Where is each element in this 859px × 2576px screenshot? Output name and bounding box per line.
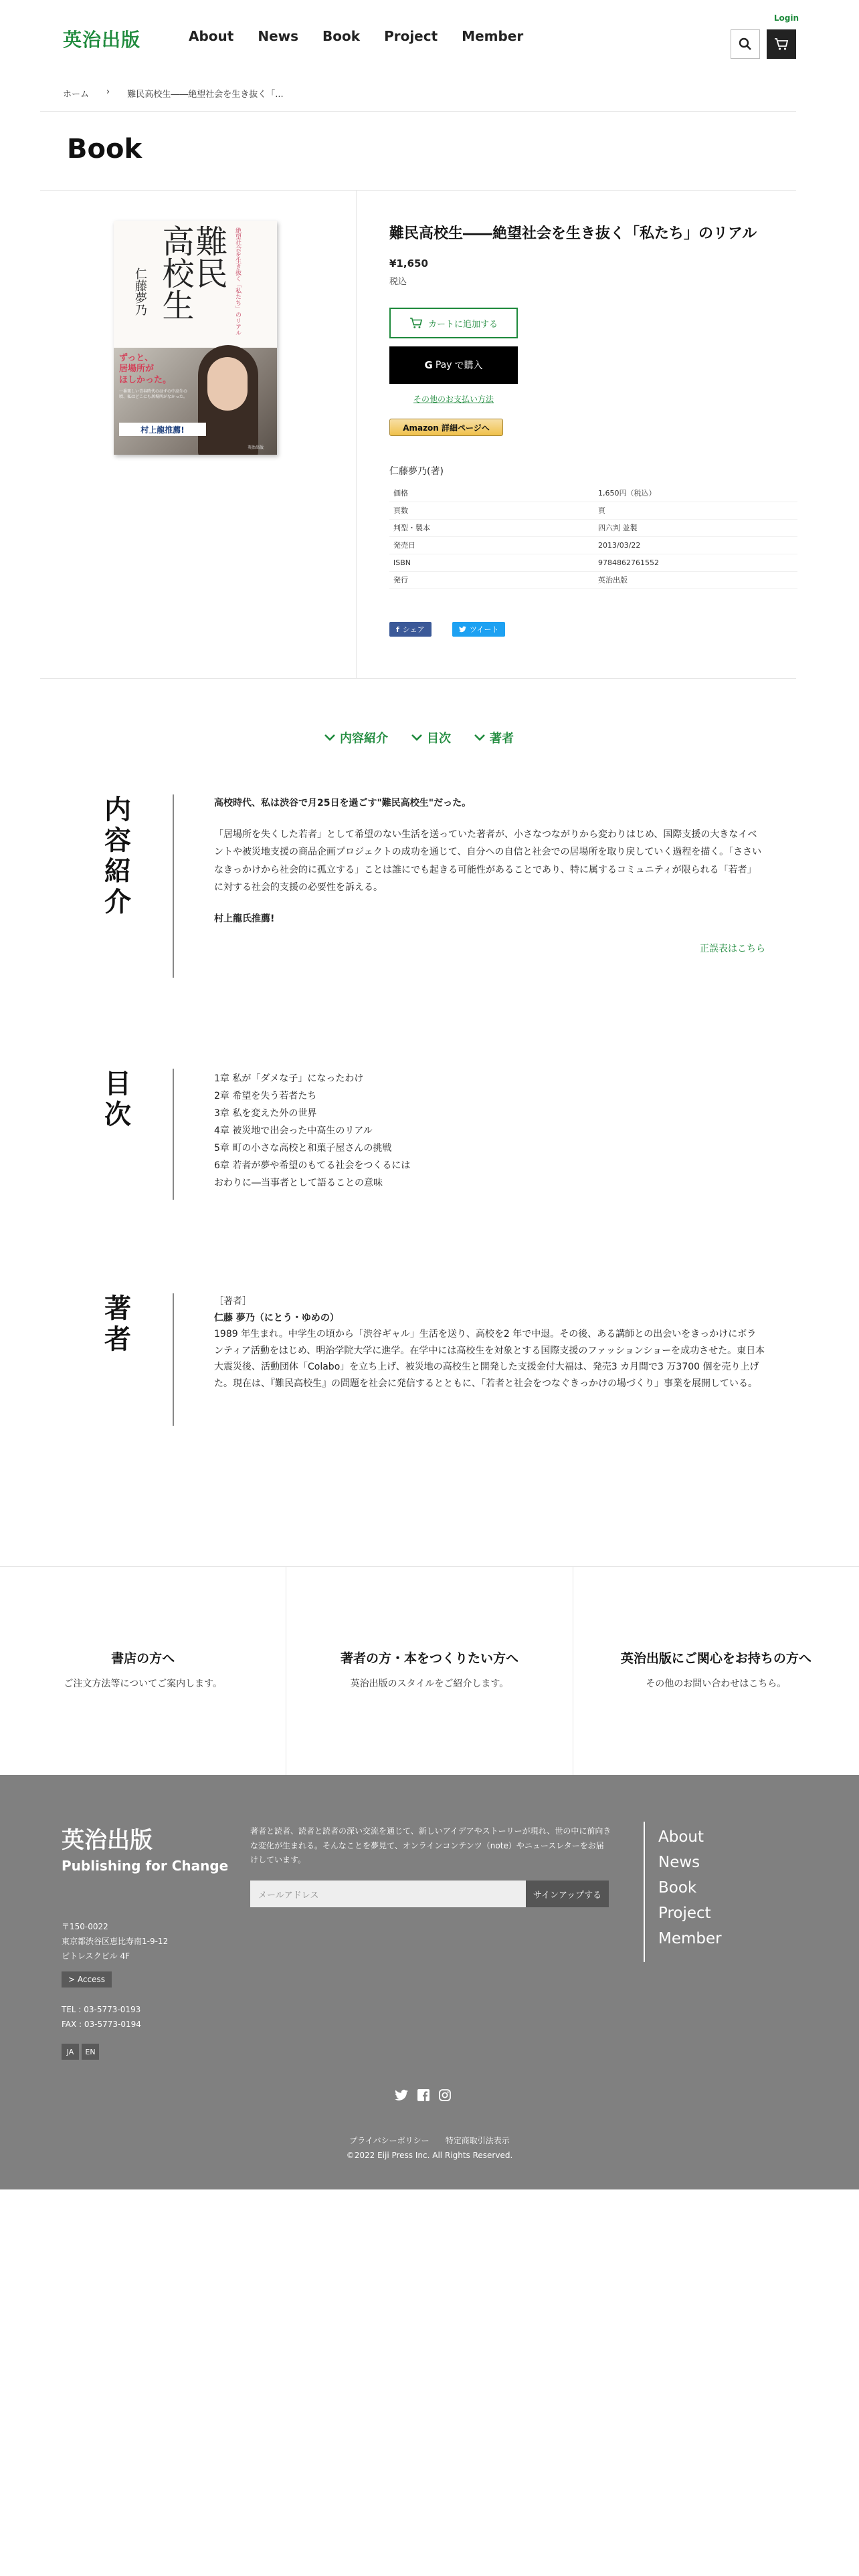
- anchor-label: 著者: [490, 732, 514, 746]
- spec-value: 四六判 並製: [594, 519, 797, 536]
- cart-button[interactable]: [767, 29, 796, 59]
- tax-note: 税込: [389, 277, 407, 287]
- address-line: 〒150-0022: [62, 1922, 108, 1931]
- twitter-icon[interactable]: [395, 2089, 408, 2101]
- cover-tagline-2: 居場所が: [119, 364, 155, 374]
- site-header: [0, 0, 859, 74]
- divider: [40, 190, 796, 191]
- site-logo[interactable]: 英治出版: [63, 29, 141, 51]
- intro-body: 「居場所を失くした若者」として希望のない生活を送っていた著者が、小さなつながりから変わりはじめ、国際支援の大きなイベントや被災地支援の商品企画プロジェクトの成功を通じて、自分への自信と社会での居場所を取り戻していく過程を描く。「ささいなきっかけから社会的に孤立する」ことは誰にでも起きる可能性があることであり、特に属するコミュニティが限られる「若者」に対する社会的支援の必要性を訴える。: [214, 829, 762, 893]
- section-anchor-nav: [324, 729, 514, 746]
- nav-project[interactable]: Project: [384, 28, 438, 44]
- gpay-brand: Pay: [435, 360, 452, 370]
- social-links: [395, 2089, 451, 2101]
- twitter-share-button[interactable]: [452, 622, 505, 637]
- anchor-author[interactable]: [474, 729, 514, 746]
- tel-line: TEL : 03-5773-0193: [62, 2005, 141, 2014]
- amazon-button[interactable]: Amazon 詳細ページへ: [389, 419, 503, 436]
- cart-icon: [409, 317, 423, 329]
- toc-heading: 目次: [104, 1069, 131, 1130]
- share-label: シェア: [402, 625, 425, 634]
- list-item: おわりに―当事者として語ることの意味: [214, 1178, 383, 1188]
- tweet-label: ツイート: [470, 625, 499, 634]
- table-row: [389, 536, 797, 554]
- spec-label: 判型・製本: [389, 519, 594, 536]
- divider: [40, 678, 796, 679]
- gpay-label: で購入: [454, 360, 483, 371]
- newsletter-text: 著者と読者、読者と読者の深い交流を通じて、新しいアイデアやストーリーが現れ、世の中に前向きな変化が生まれる。そんなことを夢見て、オンラインコンテンツ（note）やニュースレターをお届けしています。: [250, 1826, 611, 1865]
- twitter-icon: [459, 626, 466, 633]
- anchor-toc[interactable]: [411, 729, 451, 746]
- breadcrumb-current: 難民高校生――絶望社会を生き抜く「...: [127, 90, 284, 100]
- card-bookstores[interactable]: [0, 1567, 286, 1775]
- spec-value: 9784862761552: [594, 554, 797, 571]
- login-link[interactable]: Login: [773, 13, 799, 23]
- footer-address: [62, 1919, 168, 1963]
- google-g-icon: G: [424, 359, 433, 371]
- cover-publisher-mark: 英治出版: [248, 445, 264, 450]
- site-footer: [0, 1775, 859, 2189]
- cover-blurb: 一番楽しい青春時代のはずの中高生の頃、私はどこにも居場所がなかった。: [119, 389, 188, 400]
- add-to-cart-button[interactable]: [389, 308, 518, 338]
- table-row: [389, 502, 797, 519]
- other-payment-link[interactable]: その他のお支払い方法: [413, 395, 494, 404]
- copyright: ©2022 Eiji Press Inc. All Rights Reserved.: [346, 2151, 513, 2160]
- toc-list: [214, 1070, 765, 1192]
- list-item: 4章 被災地で出会った中高生のリアル: [214, 1125, 373, 1136]
- section-rule: [173, 794, 174, 978]
- cover-banner: 村上龍推薦!: [119, 423, 206, 436]
- chevron-down-icon: [474, 734, 486, 742]
- divider: [40, 111, 796, 112]
- cover-tagline-3: ほしかった。: [119, 374, 172, 385]
- anchor-intro[interactable]: [324, 729, 388, 746]
- tokusho-link[interactable]: 特定商取引法表示: [445, 2136, 510, 2145]
- spec-value: 2013/03/22: [594, 536, 797, 554]
- add-to-cart-label: カートに追加する: [427, 319, 498, 330]
- address-line: ピトレスクビル 4F: [62, 1951, 130, 1961]
- facebook-icon[interactable]: [417, 2089, 430, 2101]
- footer-divider: [644, 1822, 645, 1962]
- list-item: 6章 若者が夢や希望のもてる社会をつくるには: [214, 1160, 411, 1171]
- spec-value: 1,650円（税込）: [594, 484, 797, 502]
- author-role: ［著者］: [214, 1296, 252, 1307]
- breadcrumb-separator: ›: [106, 87, 110, 97]
- product-divider: [356, 190, 357, 678]
- cover-author: 仁藤夢乃: [133, 267, 147, 316]
- info-cards: [0, 1566, 859, 1775]
- spec-label: 発行: [389, 571, 594, 588]
- errata-link[interactable]: 正誤表はこちら: [700, 943, 765, 954]
- anchor-label: 内容紹介: [340, 732, 388, 746]
- intro-heading: 内容紹介: [104, 794, 131, 918]
- footer-nav-member[interactable]: Member: [658, 1930, 722, 1947]
- footer-nav-book[interactable]: Book: [658, 1879, 697, 1897]
- list-item: 3章 私を変えた外の世界: [214, 1108, 317, 1119]
- cover-title-2: 高校生: [157, 225, 194, 321]
- card-desc: ご注文方法等についてご案内します。: [64, 1679, 222, 1689]
- privacy-link[interactable]: プライバシーポリシー: [349, 2136, 430, 2145]
- book-cover-image: [114, 221, 277, 455]
- list-item: 2章 希望を失う若者たち: [214, 1091, 317, 1101]
- card-desc: その他のお問い合わせはこちら。: [646, 1679, 787, 1689]
- spec-value: 頁: [594, 502, 797, 519]
- author-line: 仁藤夢乃(著): [389, 466, 444, 477]
- chevron-down-icon: [411, 734, 423, 742]
- card-title: 書店の方へ: [111, 1651, 175, 1666]
- card-desc: 英治出版のスタイルをご紹介します。: [350, 1679, 509, 1689]
- intro-lead: 高校時代、私は渋谷で月25日を過ごす"難民高校生"だった。: [214, 798, 472, 809]
- footer-logo[interactable]: 英治出版: [62, 1827, 153, 1854]
- table-row: [389, 554, 797, 571]
- footer-legal-links: [0, 2135, 859, 2146]
- cart-icon: [774, 37, 789, 51]
- anchor-label: 目次: [427, 732, 451, 746]
- spec-label: ISBN: [389, 554, 594, 571]
- spec-label: 発売日: [389, 536, 594, 554]
- lang-ja-button[interactable]: JA: [62, 2044, 79, 2060]
- spec-label: 価格: [389, 484, 594, 502]
- page-title: [63, 134, 146, 165]
- search-button[interactable]: [731, 29, 760, 59]
- access-button[interactable]: > Access: [62, 1971, 112, 1988]
- email-input[interactable]: メールアドレス: [250, 1881, 526, 1907]
- footer-phone: [62, 2002, 141, 2032]
- address-line: 東京都渋谷区恵比寿南1-9-12: [62, 1937, 169, 1946]
- footer-menu: [658, 1824, 722, 1951]
- footer-nav-about[interactable]: About: [658, 1828, 704, 1846]
- product-title: 難民高校生――絶望社会を生き抜く「私たち」のリアル: [389, 225, 757, 242]
- page-title-text: Book: [67, 134, 142, 165]
- nav-about[interactable]: About: [189, 28, 234, 44]
- card-title: 英治出版にご関心をお持ちの方へ: [620, 1651, 812, 1666]
- instagram-icon[interactable]: [439, 2089, 451, 2101]
- lang-en-button[interactable]: EN: [82, 2044, 99, 2060]
- google-pay-button[interactable]: [389, 346, 518, 384]
- list-item: 1章 私が「ダメな子」になったわけ: [214, 1073, 364, 1084]
- spec-table: [389, 484, 797, 589]
- card-title: 著者の方・本をつくりたい方へ: [340, 1651, 518, 1666]
- author-name: 仁藤 夢乃（にとう・ゆめの）: [214, 1312, 339, 1323]
- nav-member[interactable]: Member: [462, 28, 524, 44]
- list-item: 5章 町の小さな高校と和菓子屋さんの挑戦: [214, 1143, 392, 1154]
- section-rule: [173, 1069, 174, 1200]
- cover-tagline: [119, 353, 171, 386]
- author-heading: 著者: [104, 1293, 131, 1355]
- table-row: [389, 484, 797, 502]
- facebook-icon: f: [396, 625, 399, 634]
- footer-nav-news[interactable]: News: [658, 1854, 700, 1871]
- facebook-share-button[interactable]: [389, 622, 432, 637]
- cover-tagline-1: ずっと、: [119, 353, 154, 363]
- cover-title-1: 難民: [190, 225, 227, 289]
- card-contact[interactable]: [573, 1567, 859, 1775]
- table-row: [389, 571, 797, 588]
- product-price: ¥1,650: [389, 257, 428, 270]
- table-row: [389, 519, 797, 536]
- breadcrumb-home[interactable]: ホーム: [63, 90, 90, 100]
- cover-subtitle: 絶望社会を生き抜く「私たち」のリアル: [234, 227, 241, 336]
- section-rule: [173, 1293, 174, 1426]
- footer-nav-project[interactable]: Project: [658, 1905, 711, 1922]
- author-bio: 1989 年生まれ。中学生の頃から「渋谷ギャル」生活を送り、高校を2 年で中退。その後、ある講師との出会いをきっかけにボランティア活動をはじめ、明治学院大学に進学。在学中には高校生を対象とする国際支援のファッションショーを成功させた。東日本大震災後、活動団体「Colabo」を立ち上げ、被災地の高校生と開発した支援金付大福は、発売3 カ月間で3 万3700 個を売り上げた。現在は、『難民高校生』の問題を社会に発信するとともに、「若者と社会をつなぐきっかけの場づくり」事業を展開している。: [214, 1329, 765, 1389]
- nav-news[interactable]: News: [258, 28, 299, 44]
- chevron-down-icon: [324, 734, 336, 742]
- breadcrumb: [63, 87, 284, 100]
- intro-recommend: 村上龍氏推薦!: [214, 913, 275, 924]
- card-authors[interactable]: [286, 1567, 573, 1775]
- footer-tagline: Publishing for Change: [62, 1858, 229, 1874]
- spec-value: 英治出版: [594, 571, 797, 588]
- main-nav: [189, 28, 523, 44]
- search-icon: [739, 37, 752, 51]
- author-content: [214, 1293, 765, 1392]
- intro-content: [214, 794, 765, 958]
- nav-book[interactable]: Book: [322, 28, 361, 44]
- signup-button[interactable]: サインアップする: [526, 1881, 609, 1907]
- spec-label: 頁数: [389, 502, 594, 519]
- fax-line: FAX : 03-5773-0194: [62, 2020, 141, 2029]
